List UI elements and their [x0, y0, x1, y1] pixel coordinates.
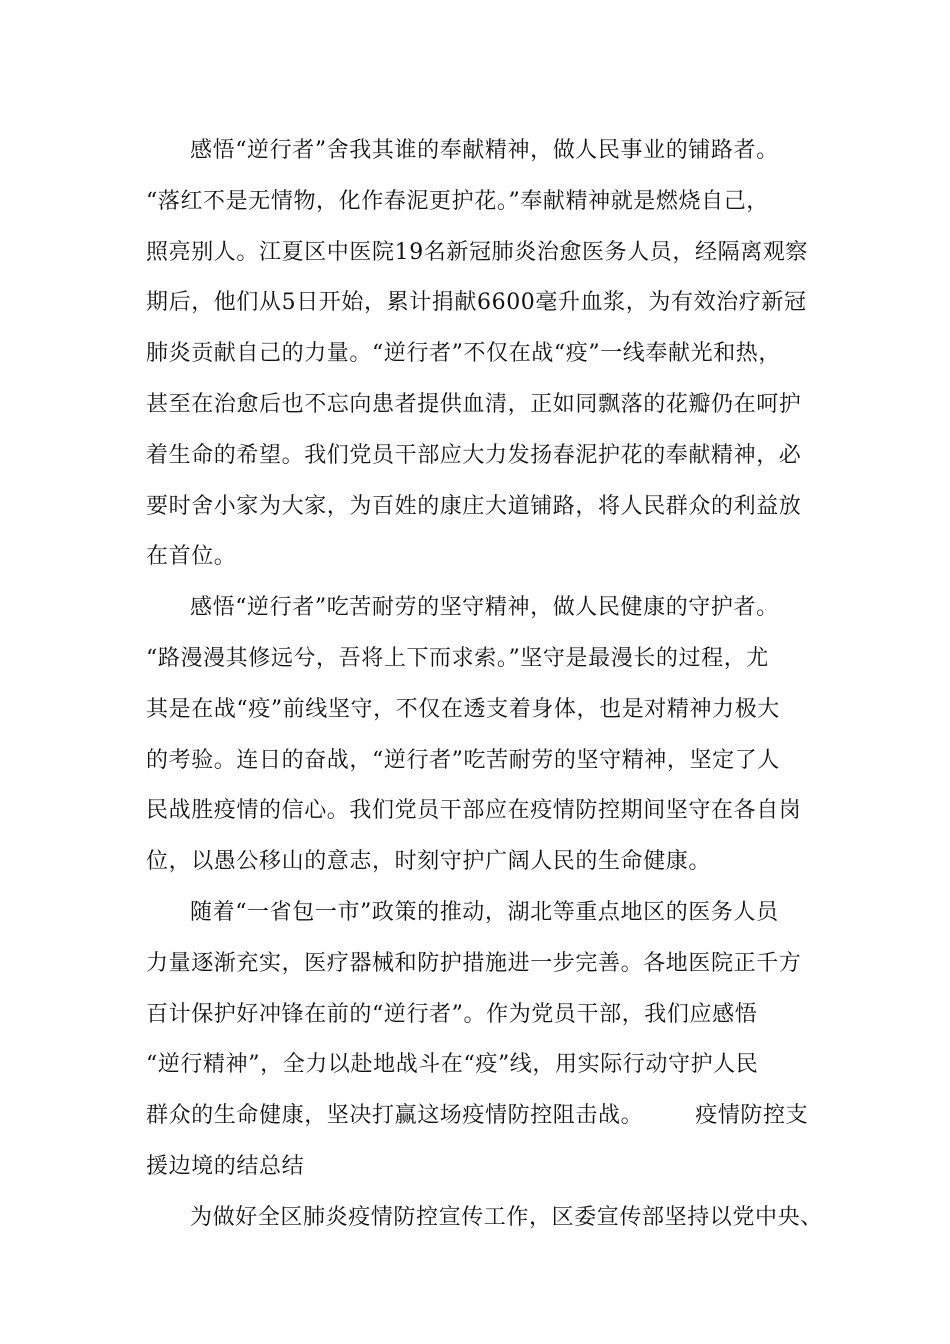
text-line: 的考验。连日的奋战，“逆行者”吃苦耐劳的坚守精神，坚定了人 — [146, 747, 780, 773]
text-line: 要时舍小家为大家，为百姓的康庄大道铺路，将人民群众的利益放 — [146, 493, 802, 519]
paragraph-2 — [146, 583, 836, 888]
text-line: 在首位。 — [146, 544, 237, 570]
section-heading: 疫情防控支 — [695, 1103, 809, 1129]
document-body — [146, 126, 836, 1244]
text-line: 位，以愚公移山的意志，时刻守护广阔人民的生命健康。 — [146, 849, 712, 875]
text-line-content: 群众的生命健康，坚决打赢这场疫情防控阻击战。 — [146, 1103, 644, 1129]
text-line: 甚至在治愈后也不忘向患者提供血清，正如同飘落的花瓣仍在呵护 — [146, 391, 802, 417]
text-line: 着生命的希望。我们党员干部应大力发扬春泥护花的奉献精神，必 — [146, 442, 802, 468]
text-line: 其是在战“疫”前线坚守，不仅在透支着身体，也是对精神力极大 — [146, 696, 780, 722]
text-line: 为做好全区肺炎疫情防控宣传工作，区委宣传部坚持以党中央、 — [190, 1204, 823, 1230]
text-line: 力量逐渐充实，医疗器械和防护措施进一步完善。各地医院正千方 — [146, 950, 802, 976]
text-line: 感悟“逆行者”舍我其谁的奉献精神，做人民事业的铺路者。 — [190, 138, 779, 163]
text-line: 肺炎贡献自己的力量。“逆行者”不仅在战“疫”一线奉献光和热， — [146, 341, 781, 367]
text-line: 感悟“逆行者”吃苦耐劳的坚守精神，做人民健康的守护者。 — [190, 595, 779, 621]
text-line: “逆行精神”，全力以赴地战斗在“疫”线，用实际行动守护人民 — [146, 1052, 759, 1078]
text-line: “落红不是无情物，化作春泥更护花。”奉献精神就是燃烧自己， — [146, 188, 769, 214]
text-line: 民战胜疫情的信心。我们党员干部应在疫情防控期间坚守在各自岗 — [146, 798, 802, 824]
text-line: 期后，他们从5日开始，累计捐献6600毫升血浆，为有效治疗新冠 — [146, 290, 807, 316]
paragraph-3 — [146, 888, 836, 1193]
text-line: 随着“一省包一市”政策的推动，湖北等重点地区的医务人员 — [190, 899, 779, 925]
text-line: 百计保护好冲锋在前的“逆行者”。作为党员干部，我们应感悟 — [146, 1001, 758, 1027]
section-heading-continuation: 援边境的结总结 — [146, 1153, 305, 1179]
text-line: 照亮别人。江夏区中医院19名新冠肺炎治愈医务人员，经隔离观察 — [146, 239, 808, 265]
text-line — [146, 1091, 836, 1142]
paragraph-1 — [146, 126, 836, 583]
text-line: “路漫漫其修远兮，吾将上下而求索。”坚守是最漫长的过程，尤 — [146, 645, 769, 671]
paragraph-4 — [146, 1193, 836, 1244]
